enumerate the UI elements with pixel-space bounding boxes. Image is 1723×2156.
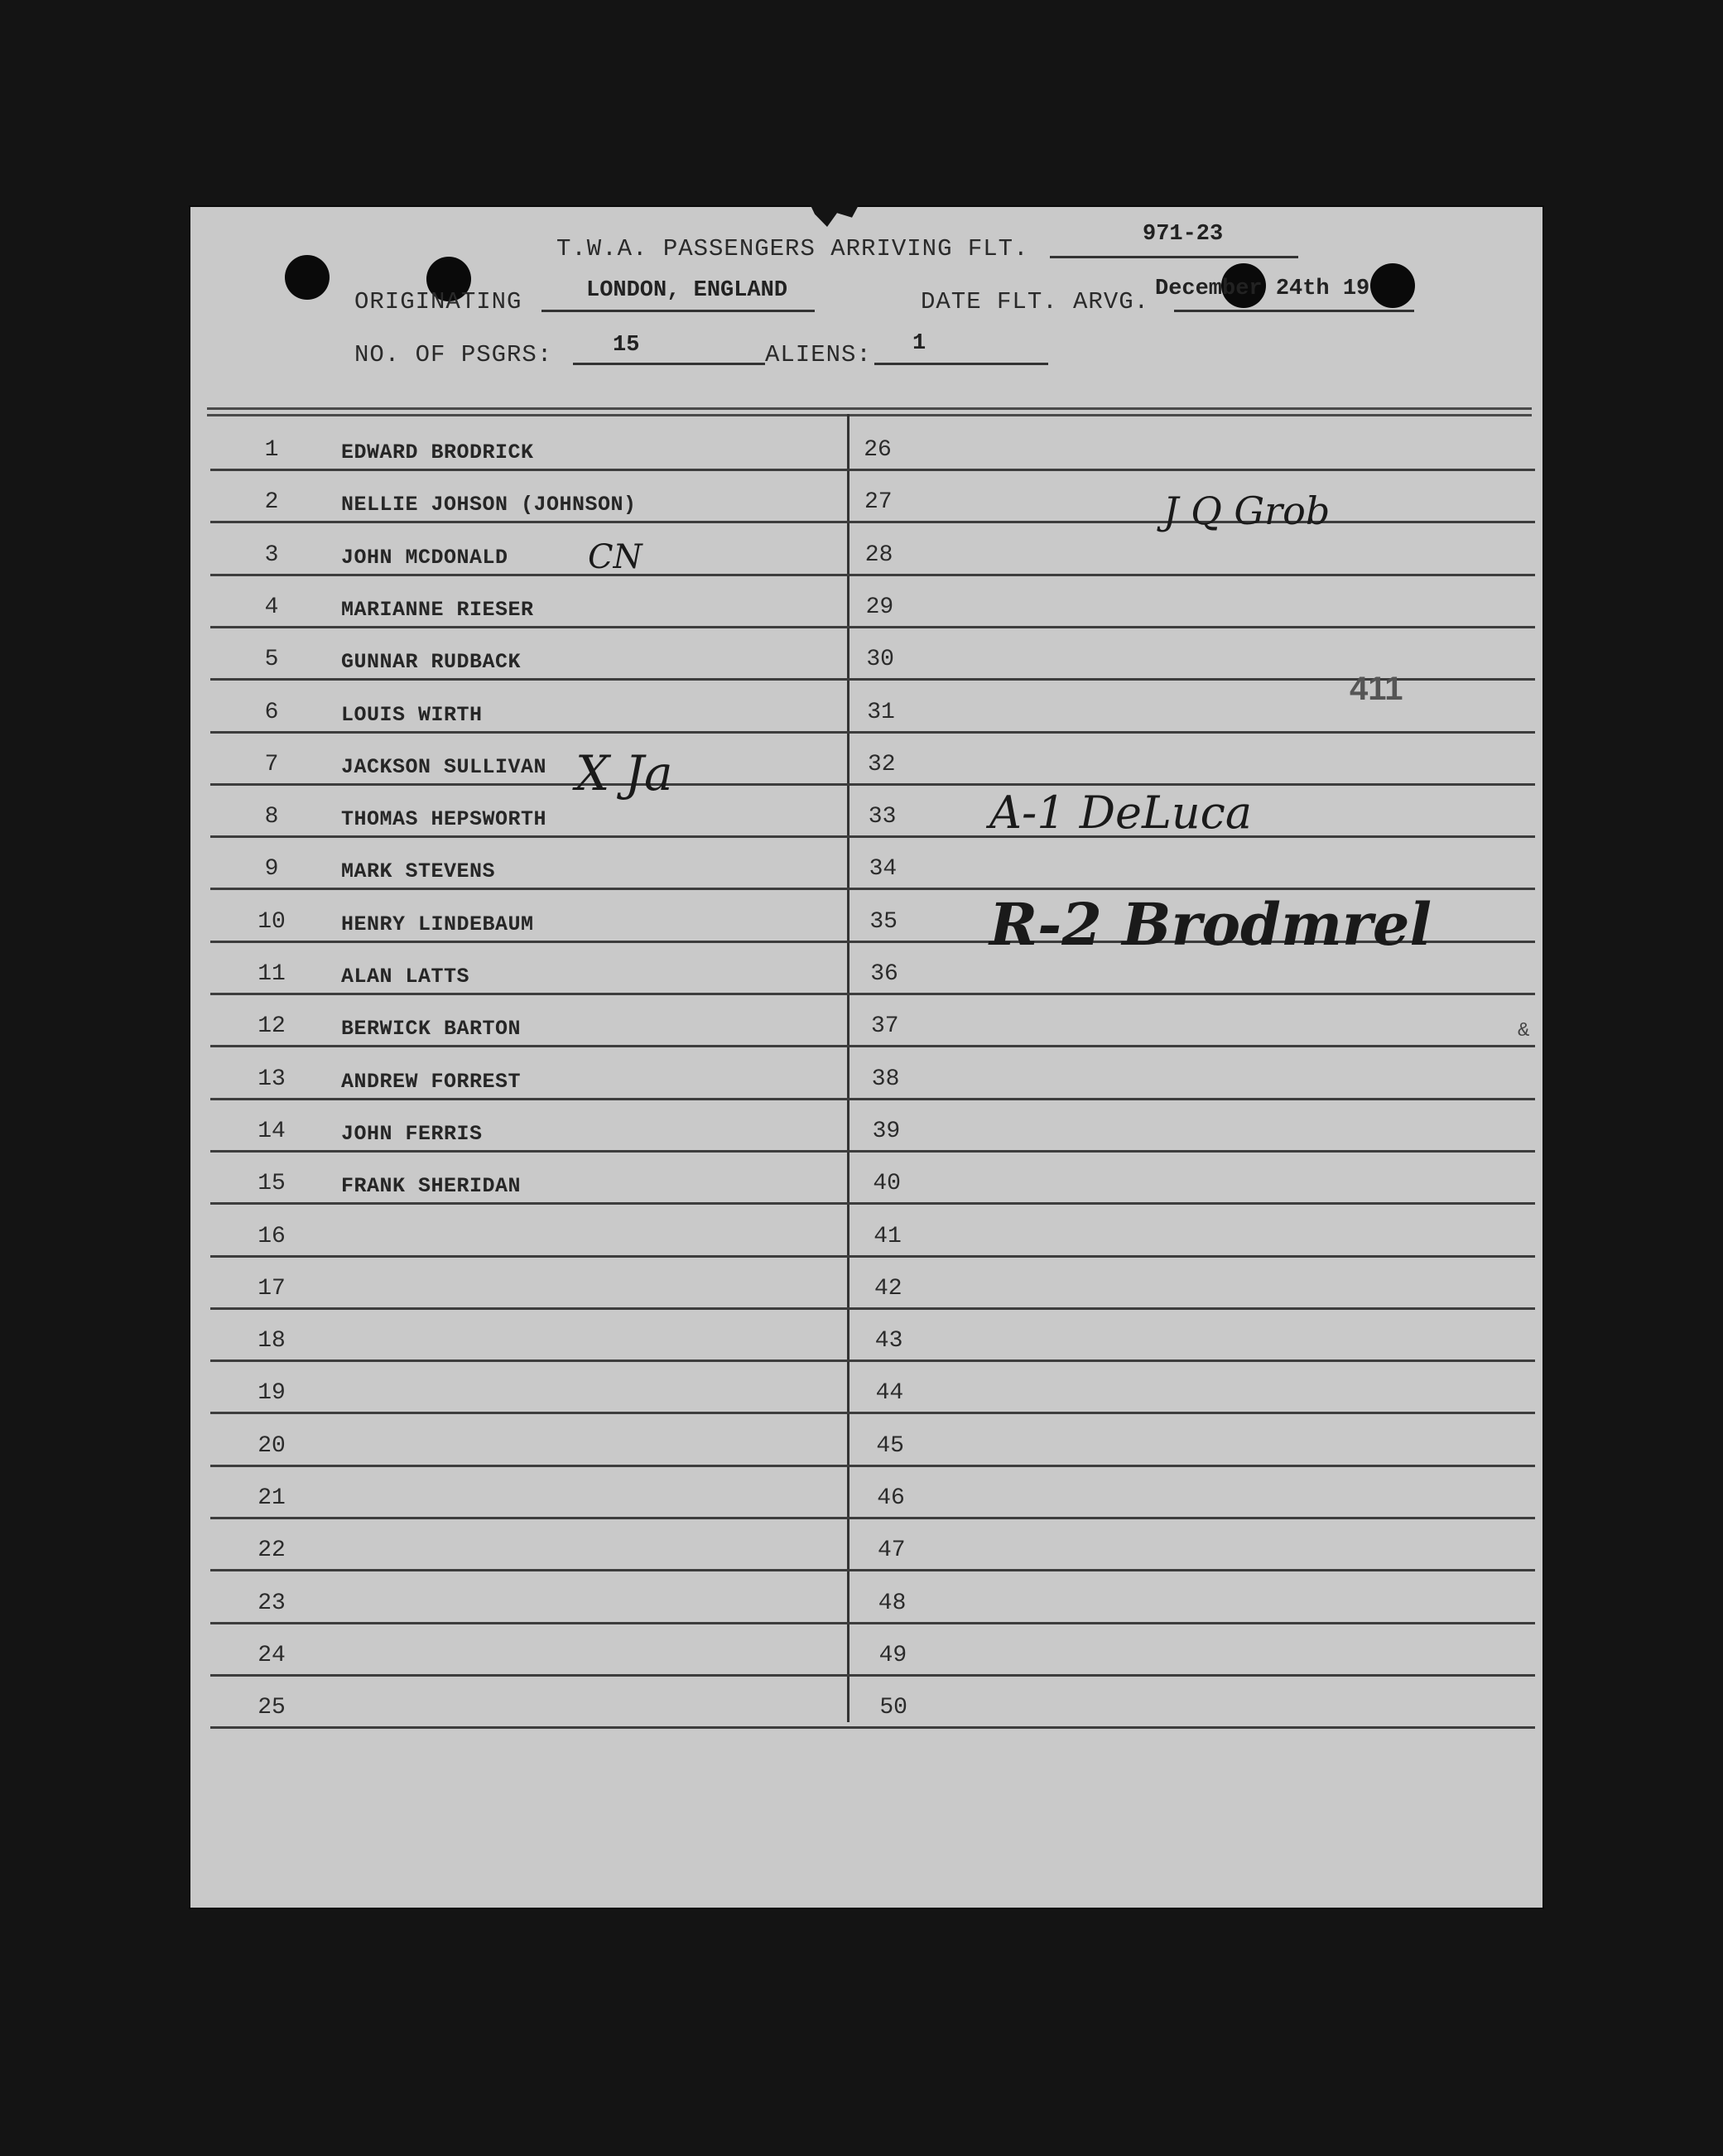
row-number: 41 [874,1224,902,1249]
aliens-value: 1 [912,331,926,356]
handwritten-x-mark: X Ja [575,745,673,801]
handwritten-r2: R-2 Brodmrel [989,890,1432,959]
passenger-name: MARIANNE RIESER [341,598,534,622]
row-number: 27 [864,489,893,515]
row-number: 19 [257,1380,286,1406]
row-number: 17 [257,1276,286,1302]
passenger-name: BERWICK BARTON [341,1017,522,1041]
row-line [210,1202,1535,1205]
row-number: 8 [264,804,279,830]
row-line [210,1622,1535,1624]
row-line [210,1098,1535,1100]
row-line [210,1569,1535,1571]
row-line [210,1360,1535,1362]
row-number: 30 [866,647,894,672]
passenger-name: EDWARD BRODRICK [341,440,534,464]
row-number: 20 [257,1433,286,1459]
row-number: 48 [878,1591,907,1616]
psgrs-value: 15 [613,333,640,358]
psgrs-underline [573,363,765,365]
row-line [210,1255,1535,1258]
flight-number: 971-23 [1143,222,1224,247]
passenger-name: JOHN MCDONALD [341,546,508,570]
row-line [210,1412,1535,1414]
row-number: 7 [264,752,279,777]
passenger-name: HENRY LINDEBAUM [341,912,534,936]
row-line [210,1674,1535,1677]
header-separator [207,414,1532,416]
row-line [210,1045,1535,1047]
row-number: 37 [870,1013,899,1039]
row-number: 22 [257,1538,286,1563]
row-number: 35 [869,909,898,935]
aliens-underline [874,363,1048,365]
passenger-name: ALAN LATTS [341,965,470,989]
punch-hole [285,255,330,300]
originating-underline [541,310,815,312]
date-underline [1174,310,1414,312]
date-label: DATE FLT. ARVG. [921,288,1150,315]
row-number: 23 [257,1591,286,1616]
row-number: 2 [264,489,279,515]
column-divider [847,414,849,1722]
row-number: 32 [867,752,896,777]
row-line [210,1726,1535,1729]
row-number: 36 [870,961,898,987]
row-line [210,574,1535,576]
header-separator [207,407,1532,410]
row-line [210,1150,1535,1153]
row-number: 25 [257,1695,286,1720]
row-line [210,1465,1535,1467]
row-number: 50 [879,1695,907,1720]
row-number: 33 [868,804,897,830]
row-number: 14 [257,1119,286,1144]
passenger-name: ANDREW FORREST [341,1070,522,1094]
passenger-name: LOUIS WIRTH [341,703,483,727]
passenger-name: GUNNAR RUDBACK [341,650,522,674]
row-number: 38 [871,1066,900,1092]
originating-value: LONDON, ENGLAND [586,278,788,303]
punch-hole [1370,263,1415,308]
row-line [210,993,1535,995]
row-number: 10 [257,909,286,935]
row-line [210,678,1535,681]
originating-label: ORIGINATING [354,288,522,315]
row-number: 9 [264,856,279,882]
row-number: 6 [264,700,279,725]
row-line [210,783,1535,786]
passenger-name: JOHN FERRIS [341,1122,483,1146]
aliens-label: ALIENS: [765,341,872,368]
row-line [210,1307,1535,1310]
row-number: 42 [874,1276,902,1302]
handwritten-initials: J Q Grob [1163,488,1331,533]
row-line [210,835,1535,838]
row-number: 3 [264,542,279,568]
row-line [210,731,1535,734]
flight-number-underline [1050,256,1298,258]
row-number: 40 [873,1171,901,1196]
row-number: 49 [878,1643,907,1668]
row-number: 4 [264,594,279,620]
row-number: 39 [872,1119,901,1144]
passenger-name: THOMAS HEPSWORTH [341,807,547,831]
date-value: December 24th 19 [1155,277,1370,301]
handwritten-a1: A-1 DeLuca [989,787,1253,839]
row-number: 47 [877,1538,906,1563]
row-number: 31 [867,700,895,725]
handwritten-cn: CN [588,538,643,576]
passenger-name: FRANK SHERIDAN [341,1174,522,1198]
row-line [210,1517,1535,1519]
row-number: 43 [874,1328,903,1354]
row-number: 46 [877,1485,905,1511]
row-number: 11 [257,961,286,987]
row-number: 16 [257,1224,286,1249]
row-number: 5 [264,647,279,672]
passenger-name: NELLIE JOHSON (JOHNSON) [341,493,637,517]
row-number: 24 [257,1643,286,1668]
row-number: 13 [257,1066,286,1092]
passenger-name: MARK STEVENS [341,859,496,883]
row-number: 26 [864,437,892,463]
passenger-name: JACKSON SULLIVAN [341,755,547,779]
row-line [210,521,1535,523]
row-number: 29 [865,594,894,620]
row-number: 1 [264,437,279,463]
ampersand-mark: & [1518,1020,1530,1042]
row-number: 18 [257,1328,286,1354]
psgrs-label: NO. OF PSGRS: [354,341,553,368]
row-line [210,469,1535,471]
row-number: 28 [864,542,893,568]
row-line [210,626,1535,628]
row-number: 12 [257,1013,286,1039]
stamp-number: 411 [1350,671,1403,707]
manifest-title: T.W.A. PASSENGERS ARRIVING FLT. [556,235,1029,262]
row-number: 15 [257,1171,286,1196]
row-number: 34 [869,856,898,882]
row-number: 44 [875,1380,904,1406]
row-number: 21 [257,1485,286,1511]
row-number: 45 [876,1433,904,1459]
